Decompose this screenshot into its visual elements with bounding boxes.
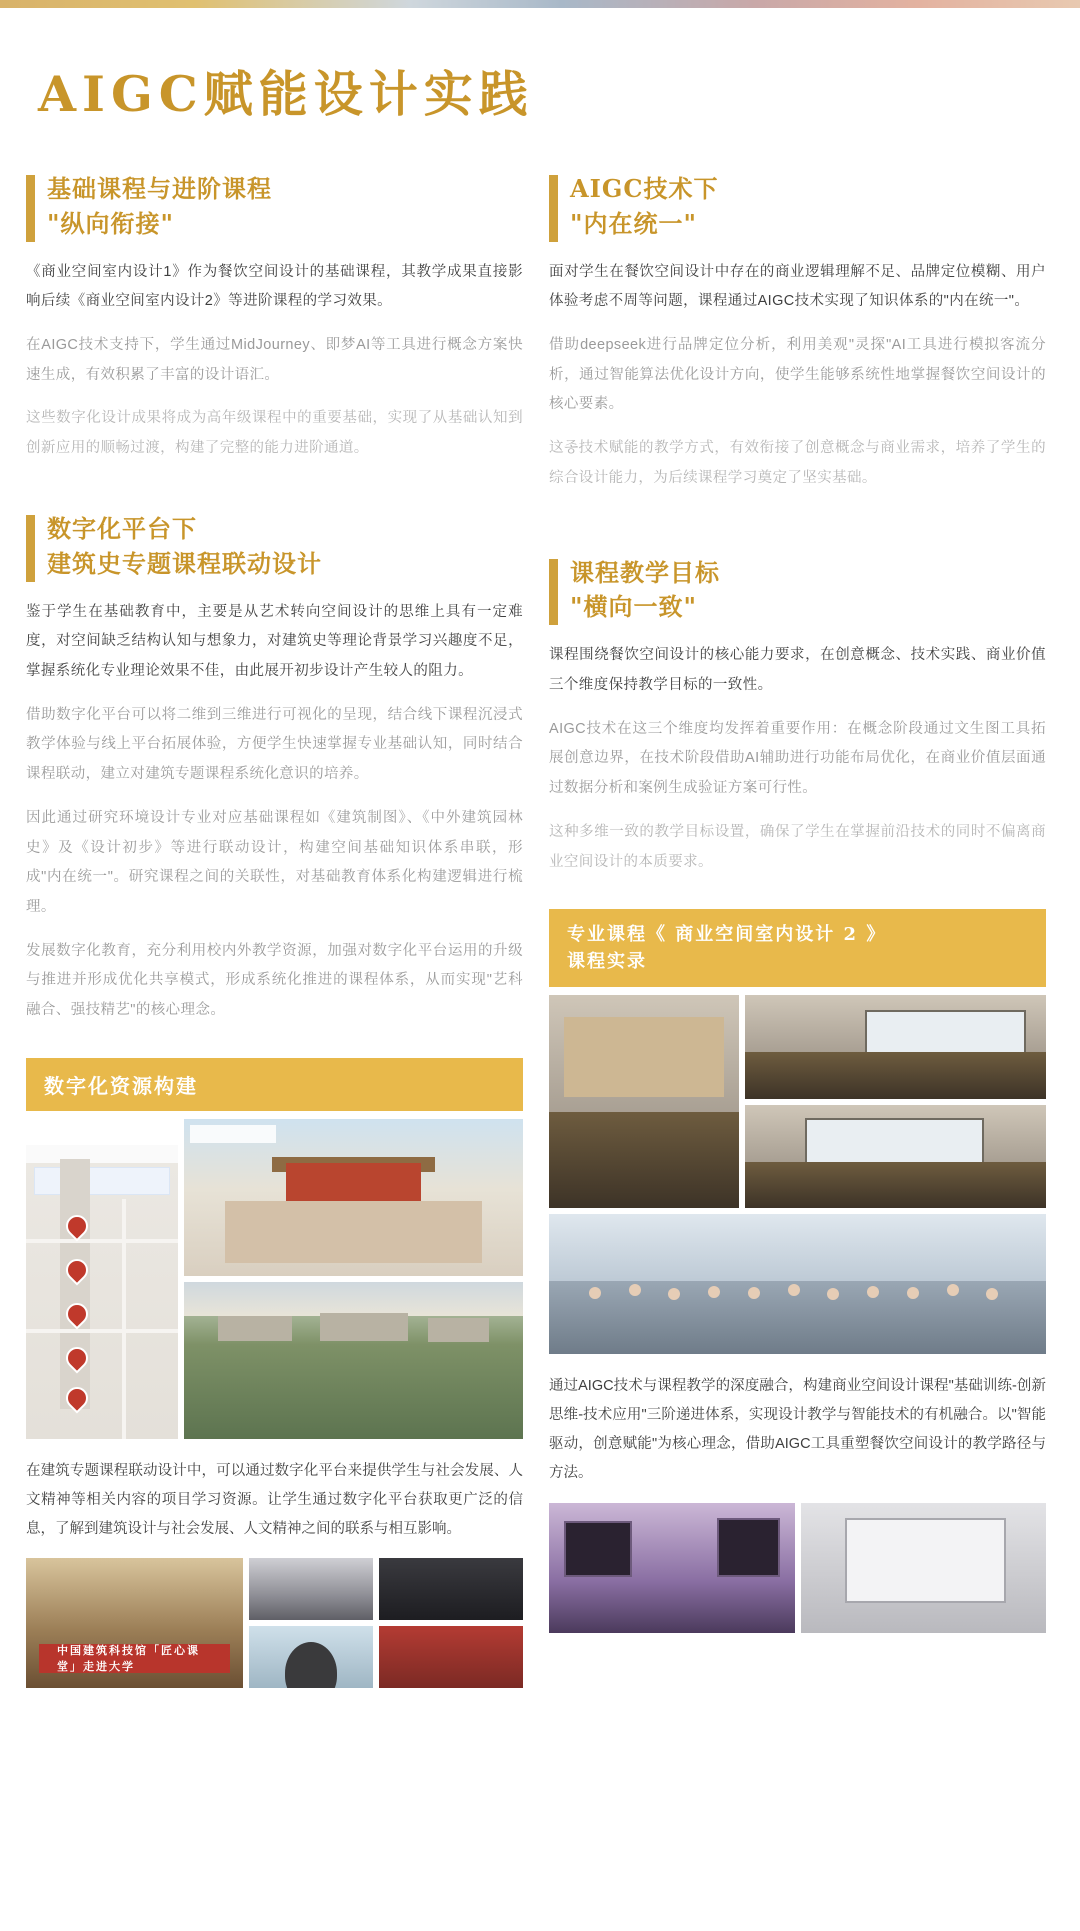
right-photo-strip <box>549 1503 1046 1633</box>
left-gallery-right-column <box>184 1119 523 1439</box>
classroom-poster-wall <box>549 995 739 1208</box>
paragraph: 发展数字化教育，充分利用校内外教学资源，加强对数字化平台运用的升级与推进并形成优化共享模式，形成系统化推进的课程体系，从而实现"艺科融合、强技精艺"的核心理念。 <box>26 942 523 1019</box>
paragraph: 因此通过研究环境设计专业对应基础课程如《建筑制图》、《中外建筑园林史》及《设计初步》等进行联动设计，构建空间基础知识体系串联，形成"内在统一"。研究课程之间的关联性，对基础教育体系化构建逻辑进行梳理。 <box>26 809 523 915</box>
banner-line-1: 专业课程《 商业空间室内设计 2 》 <box>567 924 887 946</box>
banner-digital-resources: 数字化资源构建 <box>26 1058 523 1111</box>
aerial-city-photo <box>184 1282 523 1439</box>
heading-line-2: "内在统一" <box>570 208 698 238</box>
right-gallery <box>549 995 1046 1354</box>
section-heading-horizontal-consistency <box>549 556 1046 626</box>
paragraph: AIGC技术在这三个维度均发挥着重要作用：在概念阶段通过文生图工具拓展创意边界，在技术阶段借助AI辅助进行功能布局优化，在商业价值层面通过数据分析和案例生成验证方案可行性。 <box>549 720 1046 797</box>
left-photo-row-top <box>249 1558 523 1620</box>
lecture-presentation <box>745 995 1046 1099</box>
heading-line-1: 课程教学目标 <box>570 557 720 587</box>
student-presentation <box>801 1503 1046 1633</box>
image-alt <box>190 1259 262 1272</box>
heading-line-1: 基础课程与进阶课程 <box>47 174 272 203</box>
heading-line-1: AIGC技术下 <box>570 174 719 203</box>
right-gallery-col <box>745 995 1046 1208</box>
section-heading-architecture-history <box>26 512 523 582</box>
left-gallery <box>26 1119 523 1439</box>
class-group-photo <box>549 1214 1046 1354</box>
heading-line-2: "横向一致" <box>570 592 698 622</box>
image-alt <box>32 1422 113 1435</box>
paragraph: 课程围绕餐饮空间设计的核心能力要求，在创意概念、技术实践、商业价值三个维度保持教学目标的一致性。 <box>549 647 1046 693</box>
heading-accent-bar <box>26 515 35 582</box>
heading-accent-bar <box>26 175 35 242</box>
content-columns <box>26 172 1054 1688</box>
paragraph: 这종技术赋能的教学方式，有效衔接了创意概念与商业需求，培养了学生的综合设计能力，为后续课程学习奠定了坚实基础。 <box>549 440 1046 486</box>
paragraph: 面对学生在餐饮空间设计中存在的商业逻辑理解不足、品牌定位模糊、用户体验考虑不周等问题，课程通过AIGC技术实现了知识体系的"内在统一"。 <box>549 263 1046 310</box>
right-column <box>549 172 1046 1688</box>
aigc-studio-workshop <box>549 1503 795 1633</box>
heading-text <box>47 512 322 582</box>
section-heading-internal-unity <box>549 172 1046 242</box>
lecture-hall-audience <box>26 1558 243 1688</box>
heading-text <box>570 556 720 626</box>
photo-banner-text: 中国建筑科技馆「匠心课堂」走进大学 <box>39 1644 230 1673</box>
right-gallery-row-1 <box>549 995 1046 1208</box>
left-column <box>26 172 523 1688</box>
image-alt <box>190 1422 244 1435</box>
top-gradient-bar <box>0 0 1080 8</box>
paragraph: 《商业空间室内设计1》作为餐饮空间设计的基础课程，其教学成果直接影响后续《商业空间室内设计2》等进阶课程的学习效果。 <box>26 263 523 310</box>
heading-text <box>47 172 272 242</box>
left-photo-grid <box>249 1558 523 1688</box>
left-photo-row-bottom <box>249 1626 523 1688</box>
banner-line-2: 课程实录 <box>567 951 647 973</box>
digital-map-screenshot <box>26 1119 178 1439</box>
page-title: AIGC赋能设计实践 <box>38 65 534 123</box>
section-heading-vertical-linkage <box>26 172 523 242</box>
red-banner-group <box>379 1626 523 1688</box>
heading-line-2: 建筑史专题课程联动设计 <box>47 548 322 578</box>
paragraph: 这种多维一致的教学目标设置，确保了学生在掌握前沿技术的同时不偏离商业空间设计的本质要求。 <box>549 823 1046 870</box>
heading-accent-bar <box>549 559 558 626</box>
paragraph: 鉴于学生在基础教育中，主要是从艺术转向空间设计的思维上具有一定难度，对空间缺乏结构认知与想象力，对建筑史等理论背景学习兴趣度不足，掌握系统化专业理论效果不佳，由此展开初步设计产生较人的阻力。 <box>26 603 523 679</box>
paragraph: 借助deepseek进行品牌定位分析，利用美观"灵探"AI工具进行模拟客流分析，通过智能算法优化设计方向，使学生能够系统性地掌握餐饮空间设计的核心要素。 <box>549 337 1046 413</box>
banner-course-record <box>549 909 1046 987</box>
heading-line-2: "纵向衔接" <box>47 208 175 238</box>
paragraph: 在AIGC技术支持下，学生通过MidJourney、即梦AI等工具进行概念方案快速生成，有效积累了丰富的设计语汇。 <box>26 337 523 383</box>
heading-accent-bar <box>549 175 558 242</box>
sculpture-plaza <box>249 1626 373 1688</box>
paragraph: 这些数字化设计成果将成为高年级课程中的重要基础，实现了从基础认知到创新应用的顺畅过渡，构建了完整的能力进阶通道。 <box>26 410 523 457</box>
right-gallery-caption: 通过AIGC技术与课程教学的深度融合，构建商业空间设计课程"基础训练-创新思维-技术应用"三阶递进体系，实现设计教学与智能技术的有机融合。以"智能驱动，创意赋能"为核心理念，借助AIGC工具重塑餐饮空间设计的教学路径与方法。 <box>549 1378 1046 1482</box>
heading-text <box>570 172 718 242</box>
3d-palace-render <box>184 1119 523 1276</box>
paragraph: 借助数字化平台可以将二维到三维进行可视化的呈现，结合线下课程沉浸式教学体验与线上平台拓展体验，方便学生快速掌握专业基础认知，同时结合课程联动，建立对建筑专题课程系统化意识的培养。 <box>26 706 523 783</box>
heading-line-1: 数字化平台下 <box>47 513 197 543</box>
poster-page <box>0 56 1080 1688</box>
left-photo-strip <box>26 1558 523 1688</box>
left-gallery-caption: 在建筑专题课程联动设计中，可以通过数字化平台来提供学生与社会发展、人文精神等相关内容的项目学习资源。让学生通过数字化平台获取更广泛的信息，了解到建筑设计与社会发展、人文精神之间的联系与相互影响。 <box>26 1462 523 1537</box>
classroom-wide-view <box>745 1105 1046 1208</box>
exhibition-visitors <box>249 1558 373 1620</box>
dark-exhibit-hall <box>379 1558 523 1620</box>
